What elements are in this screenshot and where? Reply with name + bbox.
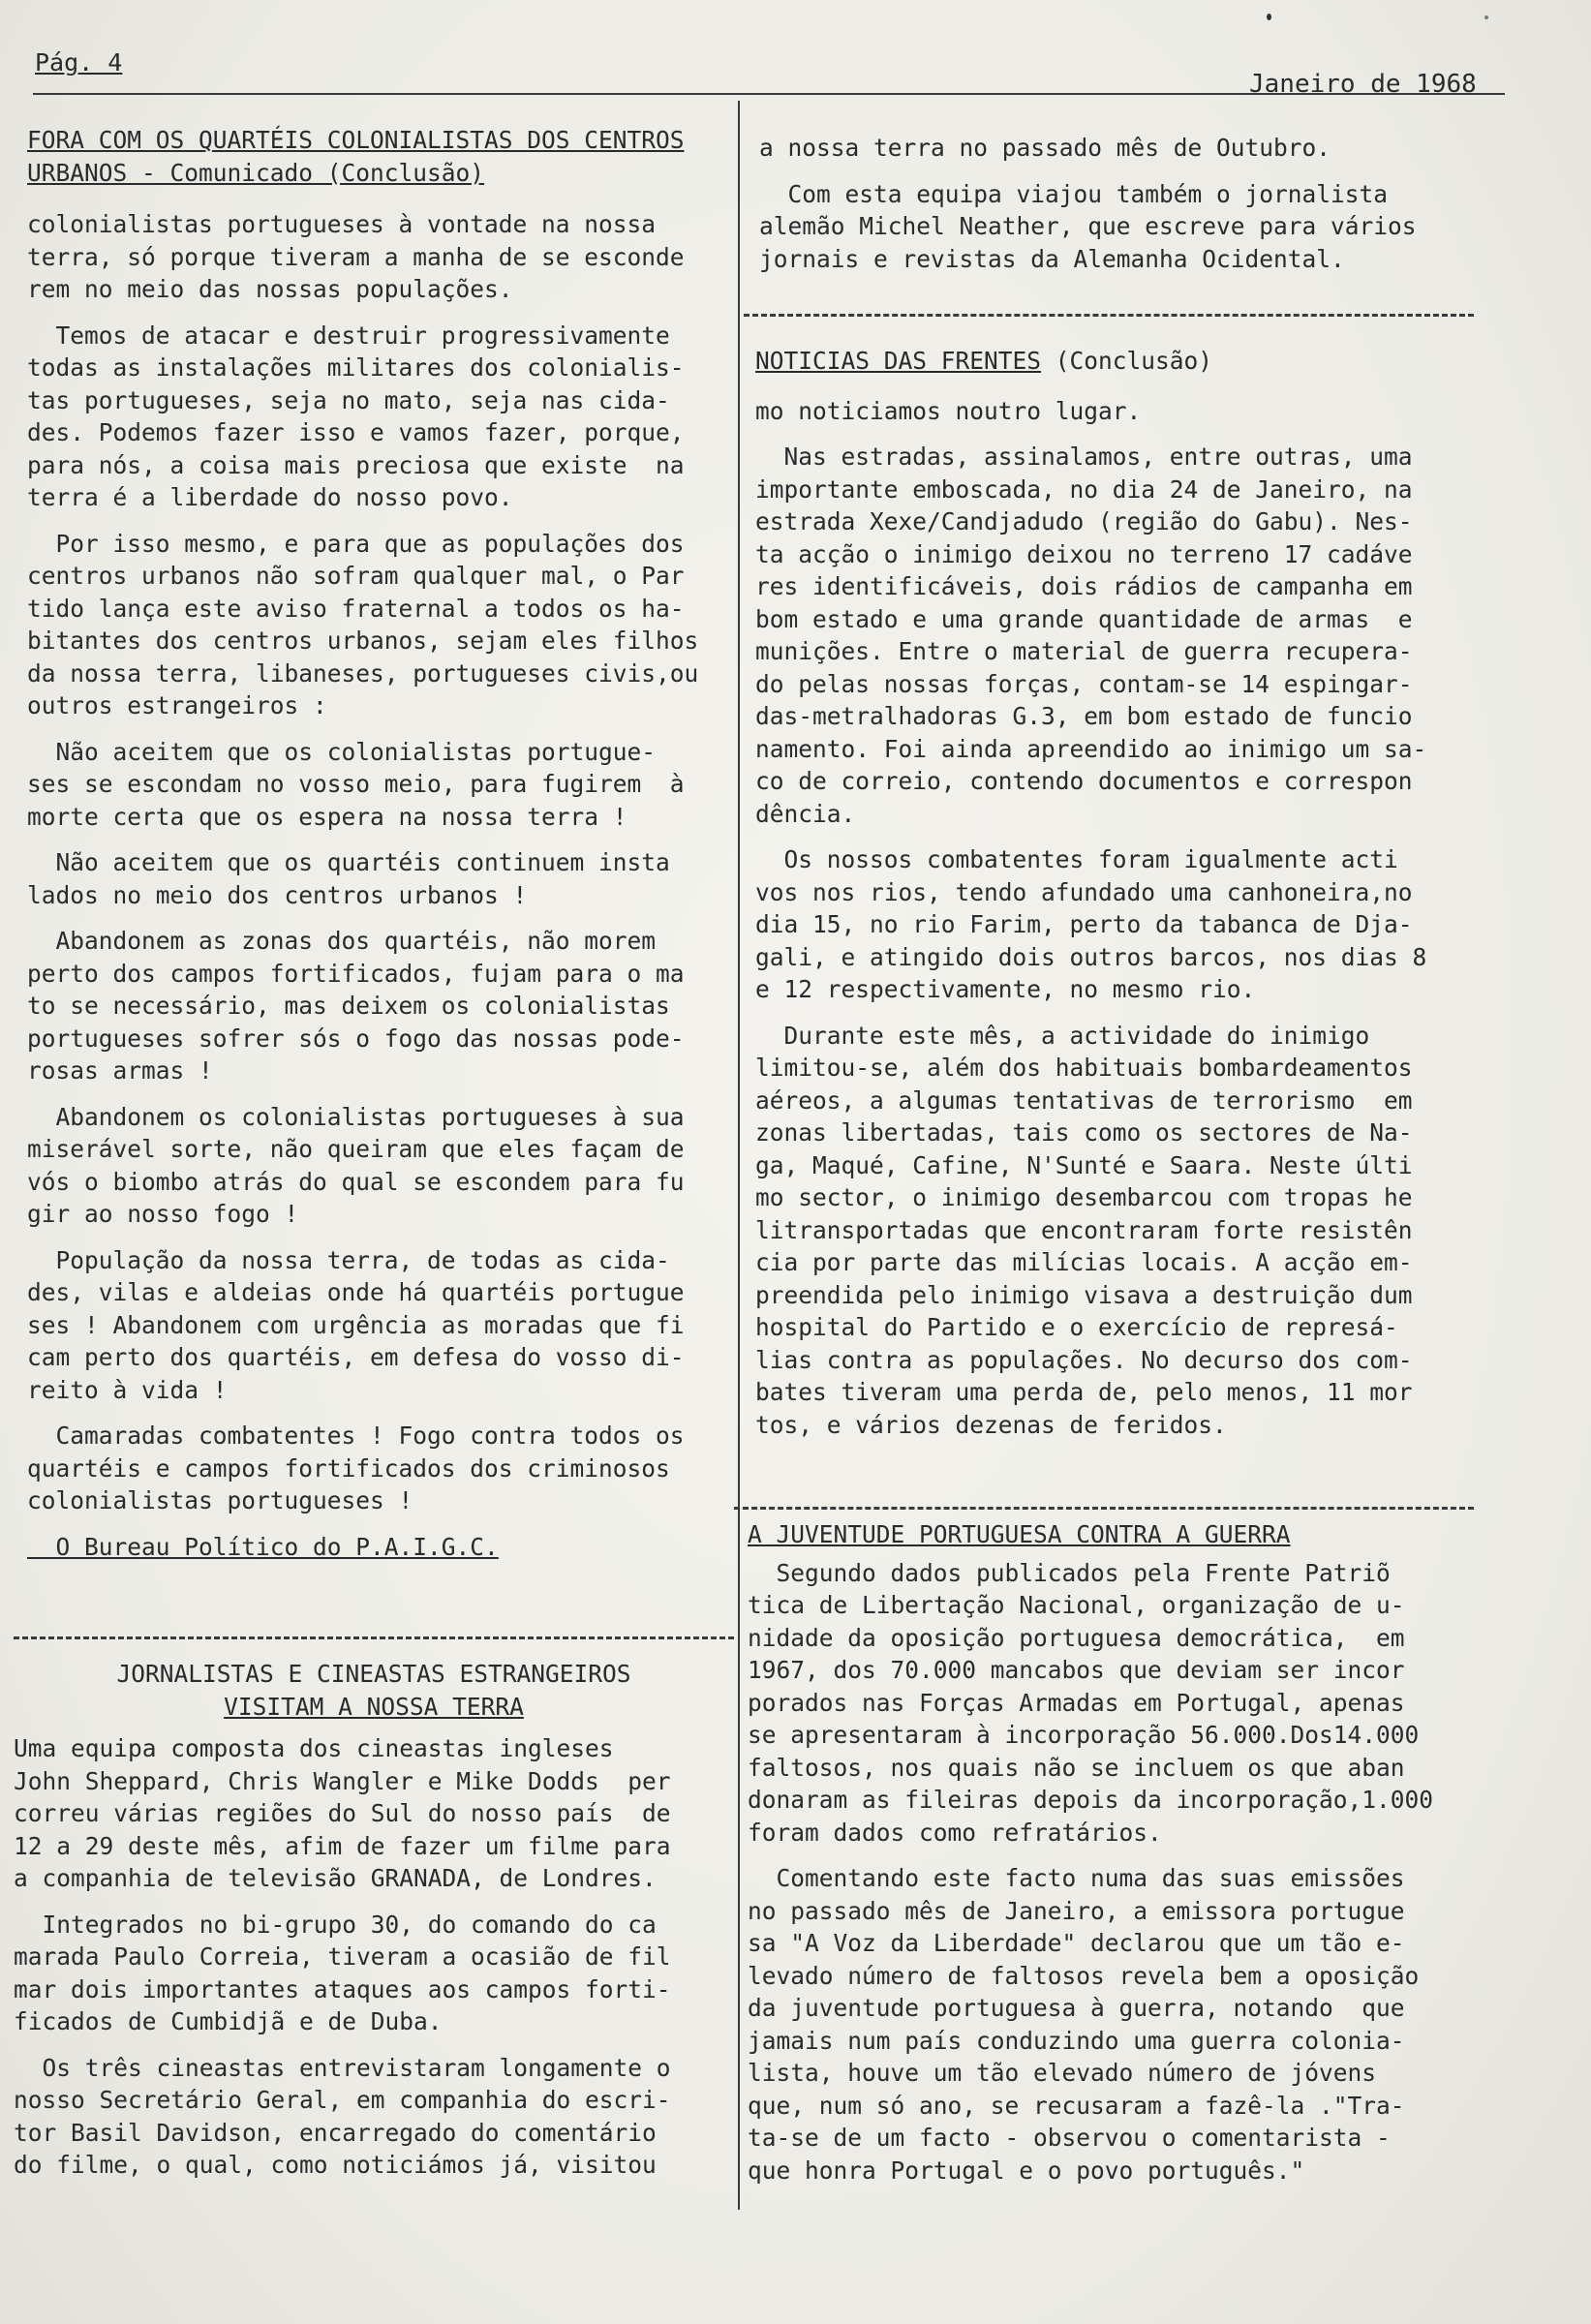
section-divider <box>744 314 1474 317</box>
article-paragraph: a nossa terra no passado mês de Outubro. <box>759 134 1331 162</box>
article-paragraph: colonialistas portugueses à vontade na nossa terra, só porque tiveram a manha de se esconde rem no meio das nossas populações. <box>27 210 685 303</box>
page-number: Pág. 4 <box>35 48 123 76</box>
article-paragraph: Abandonem as zonas dos quartéis, não morem perto dos campos fortificados, fujam para o ma to se necessário, mas deixem os colonialistas portugueses sofrer sós o fogo das nossas pode- rosas armas ! <box>27 927 685 1085</box>
article-paragraph: Comentando este facto numa das suas emissões no passado mês de Janeiro, a emissora portugue sa "A Voz da Liberdade" declarou que um tão e- levado número de faltosos revela bem a oposição da juventude portuguesa à guerra, notando que jamais num país conduzindo uma guerra colonia- lista, houve um tão elevado número de jóvens que, num só ano, se recusaram a fazê-la ."Tra- ta-se de um facto - observou o comentarista - que honra Portugal e o povo português." <box>748 1864 1420 2185</box>
column-divider <box>738 101 740 2210</box>
article-paragraph: Integrados no bi-grupo 30, do comando do ca marada Paulo Correia, tiveram a ocasião de fil mar dois importantes ataques aos campos forti- ficados de Cumbidjã e de Duba. <box>14 1910 671 2035</box>
article-title-line <box>755 345 1476 378</box>
article-quarteis <box>27 124 734 1563</box>
article-juventude <box>748 1518 1476 2200</box>
article-paragraph: Não aceitem que os quartéis continuem insta lados no meio dos centros urbanos ! <box>27 848 670 909</box>
article-title: NOTICIAS DAS FRENTES <box>755 347 1042 375</box>
article-paragraph: Abandonem os colonialistas portugueses à sua miserável sorte, não queiram que eles façam de vós o biombo atrás do qual se escondem para fu gir ao nosso fogo ! <box>27 1102 685 1228</box>
article-noticias-frentes <box>755 345 1476 1454</box>
article-title-continued: URBANOS - Comunicado (Conclusão) <box>27 158 485 187</box>
article-paragraph: Uma equipa composta dos cineastas ingleses John Sheppard, Chris Wangler e Mike Dodds per correu várias regiões do Sul do nosso país de 12 a 29 deste mês, afim de fazer um filme para a companhia de televisão GRANADA, de Londres. <box>14 1734 671 1892</box>
article-paragraph: Não aceitem que os colonialistas portugue- ses se escondam no vosso meio, para fugirem à morte certa que os espera na nossa terra ! <box>27 737 685 831</box>
signature: O Bureau Político do P.A.I.G.C. <box>27 1532 499 1561</box>
article-title: FORA COM OS QUARTÉIS COLONIALISTAS DOS CENTROS <box>27 126 685 154</box>
article-title-continued: VISITAM A NOSSA TERRA <box>224 1692 524 1721</box>
article-paragraph: Durante este mês, a actividade do inimigo limitou-se, além dos habituais bombardeamentos aéreos, a algumas tentativas de terrorismo em zonas libertadas, tais como os sectores de Na- ga, Maqué, Cafine, N'Sunté e Saara. Neste últi mo sector, o inimigo desembarcou com tropas he litransportadas que encontraram forte resistên cia por parte das milícias locais. A acção em- preendida pelo inimigo visava a destruição dum hospital do Partido e o exercício de represá- lias contra as populações. No decurso dos com- bates tiveram uma perda de, pelo menos, 11 mor tos, e vários dezenas de feridos. <box>755 1021 1413 1439</box>
article-paragraph: mo noticiamos noutro lugar. <box>755 396 1142 425</box>
ink-speck <box>1484 15 1488 19</box>
article-paragraph: Temos de atacar e destruir progressivamente todas as instalações militares dos colonialis- tas portugueses, seja no mato, seja nas cida- des. Podemos fazer isso e vamos fazer, porque, para nós, a coisa mais preciosa que existe na terra é a liberdade do nosso povo. <box>27 321 685 511</box>
section-divider <box>734 1507 1474 1510</box>
article-paragraph: Por isso mesmo, e para que as populações dos centros urbanos não sofram qualquer mal, o Par tido lança este aviso fraternal a todos os ha- bitantes dos centros urbanos, sejam eles filhos da nossa terra, libaneses, portugueses civis,ou outros estrangeiros : <box>27 529 699 719</box>
article-paragraph: Camaradas combatentes ! Fogo contra todos os quartéis e campos fortificados dos criminosos colonialistas portugueses ! <box>27 1422 685 1514</box>
article-paragraph: Os três cineastas entrevistaram longamente o nosso Secretário Geral, em companhia do escri- tor Basil Davidson, encarregado do comentário do filme, o qual, como noticiámos já, visitou <box>14 2053 671 2179</box>
issue-date: Janeiro de 1968 <box>1249 70 1477 99</box>
article-title: A JUVENTUDE PORTUGUESA CONTRA A GUERRA <box>748 1520 1291 1548</box>
header-rule <box>33 93 1505 95</box>
article-paragraph: Os nossos combatentes foram igualmente acti vos nos rios, tendo afundado uma canhoneira,no dia 15, no rio Farim, perto da tabanca de Dja- gali, e atingido dois outros barcos, nos dias 8 e 12 respectivamente, no mesmo rio. <box>755 845 1427 1003</box>
ink-speck <box>1267 14 1271 20</box>
article-paragraph: População da nossa terra, de todas as cida- des, vilas e aldeias onde há quartéis portugue ses ! Abandonem com urgência as moradas que fi cam perto dos quartéis, em defesa do vosso di- reito à vida ! <box>27 1245 685 1404</box>
article-title: JORNALISTAS E CINEASTAS ESTRANGEIROS <box>116 1660 631 1688</box>
article-title-suffix: (Conclusão) <box>1041 347 1213 375</box>
article-paragraph: Nas estradas, assinalamos, entre outras, uma importante emboscada, no dia 24 de Janeiro, na estrada Xexe/Candjadudo (região do Gabu). Nes- ta acção o inimigo deixou no terreno 17 cadáve res identificáveis, dois rádios de campanha em bom estado e uma grande quantidade de armas e munições. Entre o material de guerra recupera- do pelas nossas forças, contam-se 14 espingar- das-metralhadoras G.3, em bom estado de funcio namento. Foi ainda apreendido ao inimigo um sa- co de correio, contendo documentos e correspon dência. <box>755 443 1427 828</box>
article-paragraph: Com esta equipa viajou também o jornalista alemão Michel Neather, que escreve para vários jornais e revistas da Alemanha Ocidental. <box>759 179 1417 273</box>
article-jornalistas <box>14 1658 734 2195</box>
section-divider <box>14 1636 734 1639</box>
article-paragraph: Segundo dados publicados pela Frente Patriõ tica de Libertação Nacional, organização de u- nidade da oposição portuguesa democrática, em 1967, dos 70.000 mancabos que deviam ser incor porados nas Forças Armadas em Portugal, apenas se apresentaram à incorporação 56.000.Dos14.000 faltosos, nos quais não se incluem os que aban donaram as fileiras depois da incorporação,1.000 foram dados como refratários. <box>748 1558 1434 1847</box>
article-jornalistas-continued <box>759 132 1476 289</box>
